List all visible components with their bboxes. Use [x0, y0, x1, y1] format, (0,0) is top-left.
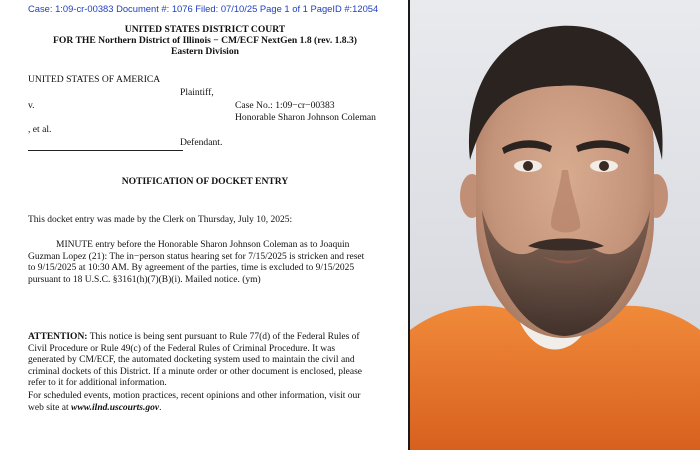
attention-line: This notice is being sent pursuant to Rule 77(d) of the Federal Rules of — [87, 332, 360, 342]
footer-end: . — [159, 402, 162, 413]
court-name-line-3: Eastern Division — [171, 46, 239, 57]
footer-line: For scheduled events, motion practices, recent opinions and other information, visit our — [28, 391, 361, 401]
filing-header-stamp: Case: 1:09-cr-00383 Document #: 1076 Filed: 07/10/25 Page 1 of 1 PageID #:12054 — [28, 3, 379, 14]
portrait-photo — [410, 0, 700, 450]
court-website-link[interactable]: www.ilnd.uscourts.gov — [71, 402, 160, 413]
attention-label: ATTENTION: — [28, 332, 88, 342]
court-name-line-2: FOR THE Northern District of Illinois − CM/ECF NextGen 1.8 (rev. 1.8.3) — [53, 35, 357, 46]
defendant-name: , et al. — [28, 124, 52, 135]
footer-info — [28, 391, 388, 414]
entry-intro-text: This docket entry was made by the Clerk on Thursday, July 10, 2025: — [28, 215, 293, 225]
minute-entry-line: MINUTE entry before the Honorable Sharon Johnson Coleman as to Joaquin — [56, 240, 350, 250]
defendant-label: Defendant. — [180, 137, 223, 148]
court-name-line-1: UNITED STATES DISTRICT COURT — [124, 24, 286, 35]
portrait-illustration — [410, 0, 700, 450]
entry-intro — [28, 215, 388, 227]
case-number: Case No.: 1:09−cr−00383 — [235, 100, 335, 111]
plaintiff-name: UNITED STATES OF AMERICA — [28, 74, 161, 85]
notification-title: NOTIFICATION OF DOCKET ENTRY — [121, 176, 289, 187]
minute-entry — [28, 240, 388, 286]
attention-line: criminal dockets of this District. If a minute order or other document is enclosed, please — [28, 366, 362, 377]
caption-divider — [28, 150, 183, 151]
plaintiff-label: Plaintiff, — [180, 87, 214, 98]
attention-line: refer to it for additional information. — [28, 378, 167, 389]
footer-line: web site at — [28, 402, 72, 413]
attention-line: generated by CM/ECF, the automated docketing system used to maintain the civil and — [28, 355, 355, 366]
versus-label: v. — [28, 100, 35, 111]
minute-entry-line: pursuant to 18 U.S.C. §3161(h)(7)(B)(i). Mailed notice. (ym) — [28, 274, 261, 285]
attention-notice — [28, 332, 388, 390]
minute-entry-line: Guzman Lopez (21): The in−person status hearing set for 7/15/2025 is stricken and reset — [28, 251, 365, 262]
attention-line: Civil Procedure or Rule 49(c) of the Federal Rules of Criminal Procedure. It was — [28, 343, 336, 354]
minute-entry-line: to 9/15/2025 at 10:30 AM. By agreement of the parties, time is excluded to 9/15/2025 — [28, 263, 355, 274]
judge-name: Honorable Sharon Johnson Coleman — [235, 112, 376, 123]
